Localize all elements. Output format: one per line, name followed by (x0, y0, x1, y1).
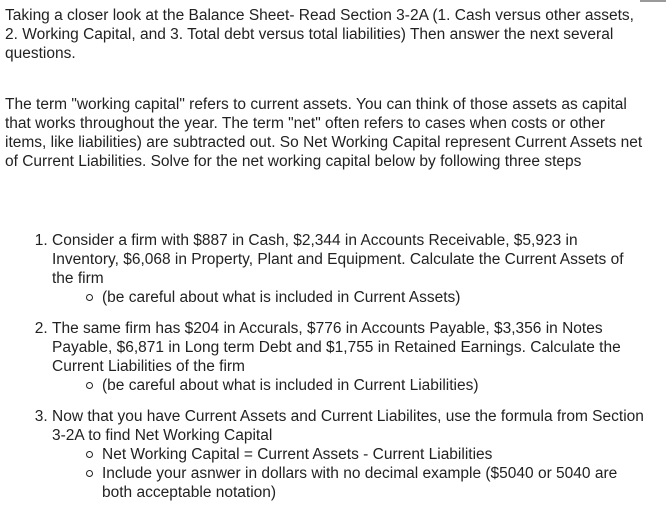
step-3 (52, 407, 645, 502)
step-1-note-1: (be careful about what is included in Current Assets) (102, 288, 645, 307)
top-edge-rule (640, 0, 666, 2)
step-2-note-1: (be careful about what is included in Current Liabilities) (102, 376, 645, 395)
step-2-text: The same firm has $204 in Accurals, $776 in Accounts Payable, $3,356 in Notes Payable, $6,871 in Long term Debt and $1,755 in Retained Earnings. Calculate the Current Liabilities of the firm (52, 320, 621, 375)
working-capital-explanation: The term "working capital" refers to current assets. You can think of those assets as capital that works throughout the year. The term "net" often refers to cases when costs or other items, like liabilities) are subtracted out. So Net Working Capital represent Current Assets net of Current Liabilities. Solve for the net working capital below by following three steps (5, 96, 643, 170)
intro-paragraph: Taking a closer look at the Balance Sheet- Read Section 3-2A (1. Cash versus other assets, 2. Working Capital, and 3. Total debt versus total liabilities) Then answer the next several questions. (5, 7, 634, 62)
step-2-notes (52, 376, 645, 395)
step-3-note-1: Net Working Capital = Current Assets - Current Liabilities (102, 445, 645, 464)
step-1 (52, 231, 645, 307)
step-2 (52, 319, 645, 395)
step-3-text: Now that you have Current Assets and Current Liabilites, use the formula from Section 3-2A to find Net Working Capital (52, 408, 644, 444)
step-1-text: Consider a firm with $887 in Cash, $2,344 in Accounts Receivable, $5,923 in Inventory, $6,068 in Property, Plant and Equipment. Calculate the Current Assets of the firm (52, 232, 624, 287)
step-3-note-2: Include your asnwer in dollars with no decimal example ($5040 or 5040 are both acceptable notation) (102, 464, 645, 502)
steps-list (0, 231, 645, 514)
step-1-notes (52, 288, 645, 307)
step-3-notes (52, 445, 645, 502)
